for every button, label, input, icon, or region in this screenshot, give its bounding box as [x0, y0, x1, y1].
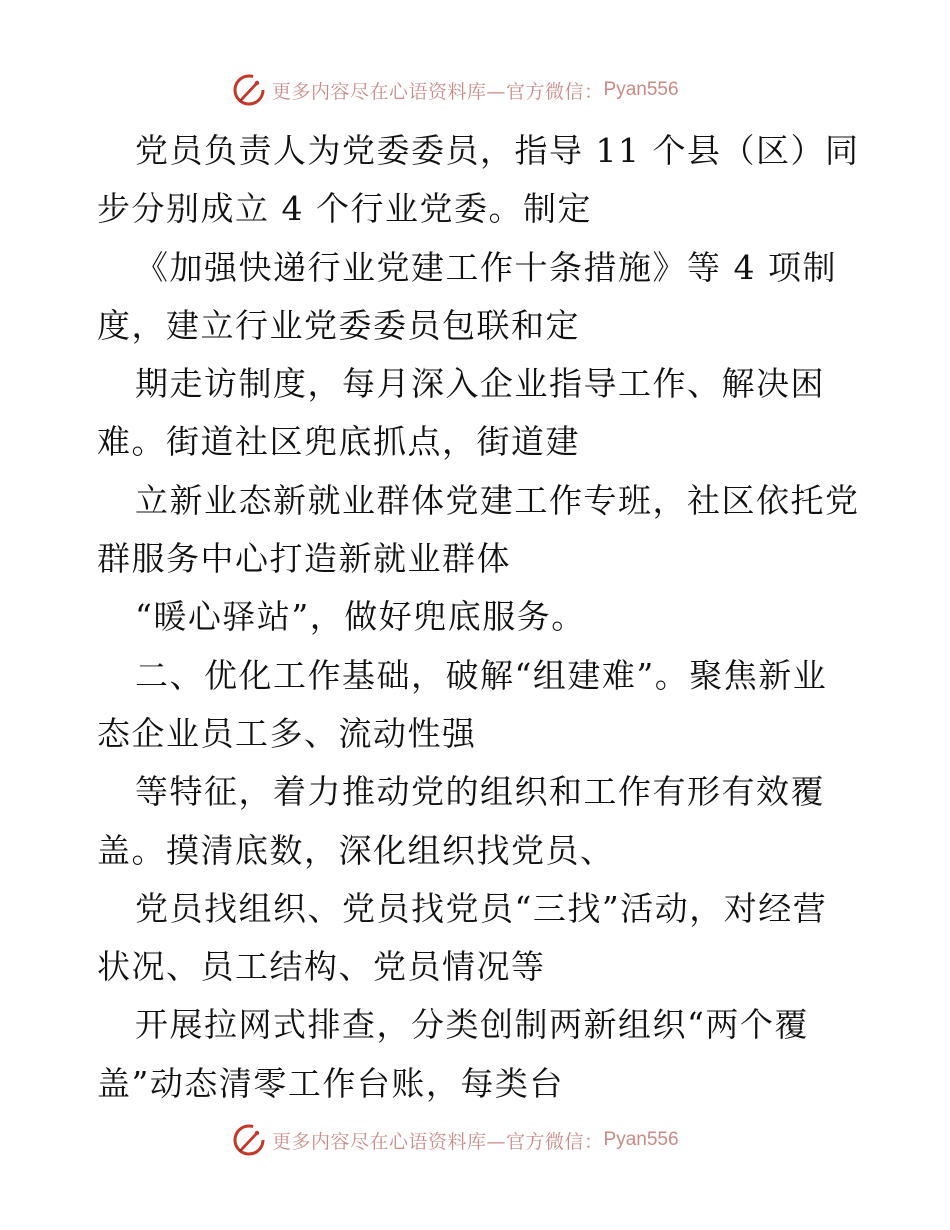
watermark-wechat-id: Pyan556 — [603, 79, 679, 100]
text-line: 开展拉网式排查，分类创制两新组织“两个覆 — [135, 1005, 809, 1045]
text-line: 立新业态新就业群体党建工作专班，社区依托党 — [135, 480, 860, 520]
text-line: 度，建立行业党委委员包联和定 — [97, 305, 580, 345]
watermark-text: 更多内容尽在心语资料库—官方微信： — [272, 1130, 604, 1153]
text-line: 党员找组织、党员找党员“三找”活动，对经营 — [135, 888, 828, 928]
text-line: 盖”动态清零工作台账，每类台 — [97, 1063, 564, 1103]
watermark-text: 更多内容尽在心语资料库—官方微信： — [272, 80, 604, 103]
footer-watermark — [232, 1120, 679, 1160]
text-line: 步分别成立 4 个行业党委。制定 — [97, 189, 592, 229]
body-text — [97, 122, 860, 1113]
quill-logo-icon — [232, 73, 266, 107]
text-line: 期走访制度，每月深入企业指导工作、解决困 — [135, 364, 825, 404]
header-watermark — [232, 70, 679, 110]
quill-logo-icon — [232, 1123, 266, 1157]
text-line: 《加强快递行业党建工作十条措施》等 4 项制 — [135, 247, 837, 287]
text-line: “暖心驿站”，做好兜底服务。 — [135, 597, 586, 637]
text-line: 群服务中心打造新就业群体 — [97, 539, 511, 579]
text-line: 难。街道社区兜底抓点，街道建 — [97, 422, 580, 462]
text-line: 党员负责人为党委委员，指导 11 个县（区）同 — [135, 131, 860, 170]
text-line: 二、优化工作基础，破解“组建难”。聚焦新业 — [135, 655, 828, 695]
watermark-wechat-id: Pyan556 — [603, 1129, 679, 1150]
text-line: 等特征，着力推动党的组织和工作有形有效覆 — [135, 772, 825, 812]
text-line: 状况、员工结构、党员情况等 — [97, 947, 546, 987]
text-line: 态企业员工多、流动性强 — [97, 713, 477, 753]
text-line: 盖。摸清底数，深化组织找党员、 — [97, 830, 615, 870]
